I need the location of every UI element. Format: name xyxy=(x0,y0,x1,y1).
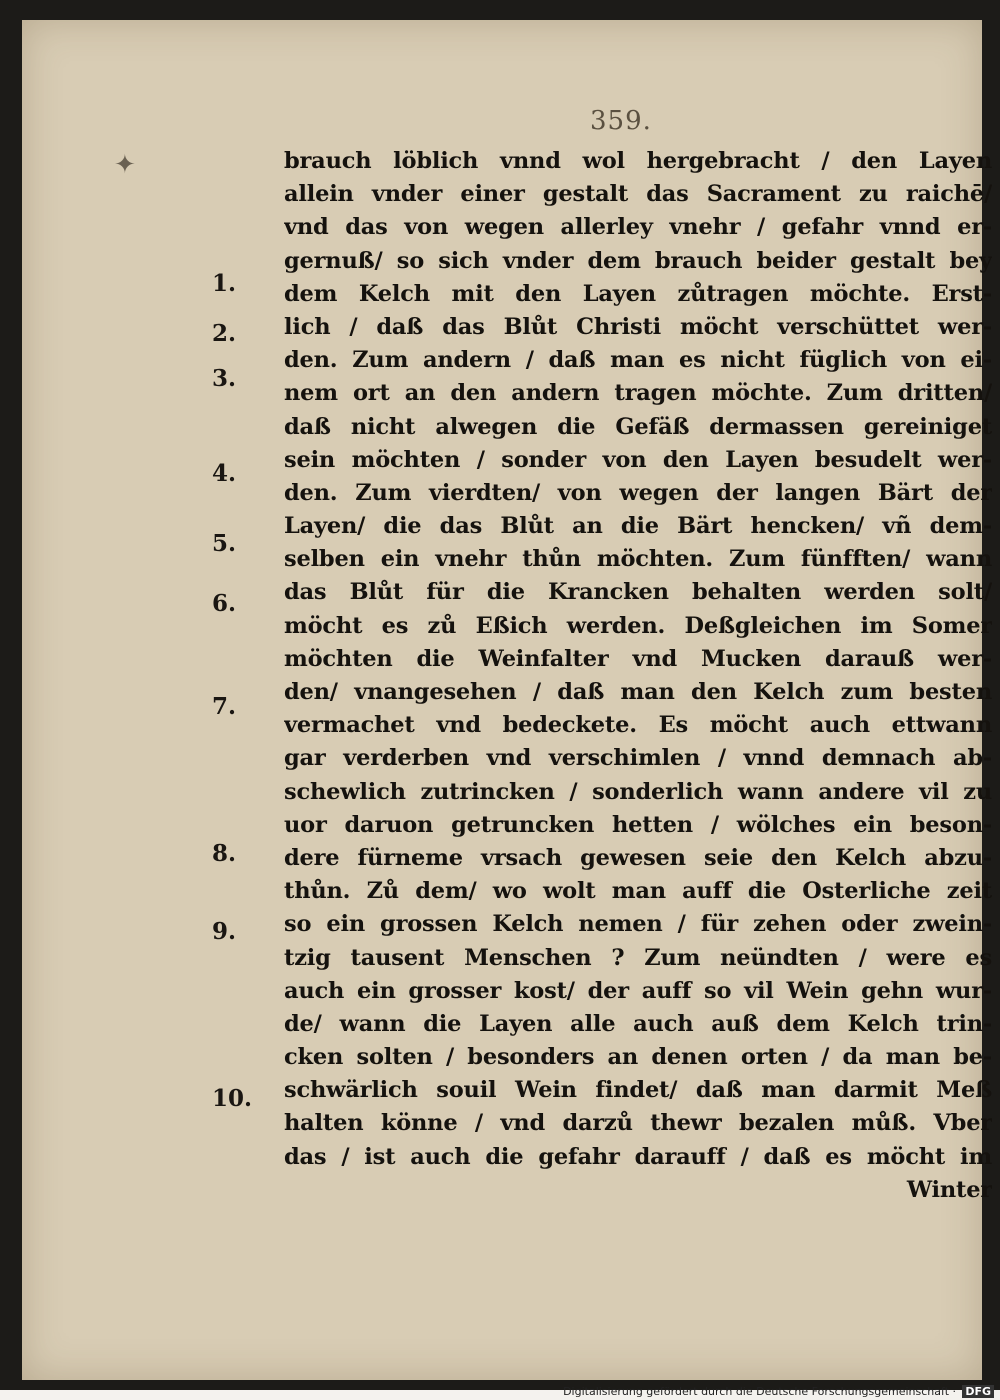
margin-line-number: 7. xyxy=(212,693,237,720)
margin-line-number: 3. xyxy=(212,365,237,392)
book-page xyxy=(22,20,992,1380)
margin-mark: ✦ xyxy=(114,150,136,180)
text-line: vnd das von wegen allerley vnehr / gefahr vnnd er- xyxy=(284,214,992,241)
margin-line-number: 2. xyxy=(212,320,237,347)
text-line: so ein grossen Kelch nemen / für zehen oder zwein- xyxy=(284,911,992,938)
text-line: dem Kelch mit den Layen zůtragen möchte. Erst- xyxy=(284,280,992,307)
text-block xyxy=(284,145,992,1207)
text-line: daß nicht alwegen die Gefäß dermassen gereiniget xyxy=(284,413,992,440)
text-line: den. Zum vierdten/ von wegen der langen Bärt der xyxy=(284,479,992,506)
text-line: vermachet vnd bedeckete. Es möcht auch ettwann xyxy=(284,712,992,739)
text-line: das / ist auch die gefahr darauff / daß es möcht im xyxy=(284,1143,992,1170)
text-line: de/ wann die Layen alle auch auß dem Kelch trin- xyxy=(284,1010,992,1037)
margin-line-number: 5. xyxy=(212,530,237,557)
text-line: uor daruon getruncken hetten / wölches ein beson- xyxy=(284,811,992,838)
margin-line-number: 8. xyxy=(212,840,237,867)
text-line: das Blůt für die Krancken behalten werden solt/ xyxy=(284,579,992,606)
text-line: schewlich zutrincken / sonderlich wann andere vil zu xyxy=(284,778,992,805)
text-line: halten könne / vnd darzů thewr bezalen můß. Vber xyxy=(284,1110,992,1137)
text-line: möchten die Weinfalter vnd Mucken darauß wer- xyxy=(284,645,992,672)
page-number: 359. xyxy=(590,106,652,136)
dfg-logo: DFG xyxy=(962,1385,994,1398)
text-line: den/ vnangesehen / daß man den Kelch zum besten xyxy=(284,679,992,705)
text-line: dere fürneme vrsach gewesen seie den Kelch abzu- xyxy=(284,844,992,871)
text-line: cken solten / besonders an denen orten / da man be- xyxy=(284,1044,992,1071)
text-line: allein vnder einer gestalt das Sacrament zu raichē/ xyxy=(284,181,992,208)
text-line: thůn. Zů dem/ wo wolt man auff die Osterliche zeit xyxy=(284,878,992,905)
margin-line-number: 4. xyxy=(212,460,237,487)
text-line: brauch löblich vnnd wol hergebracht / den Layen xyxy=(284,148,992,174)
text-line: Layen/ die das Blůt an die Bärt hencken/ vñ dem- xyxy=(284,513,992,540)
margin-line-number: 1. xyxy=(212,270,237,297)
text-line: nem ort an den andern tragen möchte. Zum dritten/ xyxy=(284,380,992,407)
catchword: Winter xyxy=(906,1176,992,1203)
margin-line-number: 6. xyxy=(212,590,237,617)
text-line: möcht es zů Eßich werden. Deßgleichen im Somer xyxy=(284,612,992,639)
text-line: selben ein vnehr thůn möchten. Zum fünfften/ wann xyxy=(284,546,992,573)
margin-line-number: 9. xyxy=(212,918,237,945)
text-line: sein möchten / sonder von den Layen besudelt wer- xyxy=(284,446,992,473)
text-line: auch ein grosser kost/ der auff so vil Wein gehn wur- xyxy=(284,977,992,1004)
text-line: lich / daß das Blůt Christi möcht verschüttet wer- xyxy=(284,313,992,340)
text-line: schwärlich souil Wein findet/ daß man darmit Meß xyxy=(284,1077,992,1104)
text-line: gar verderben vnd verschimlen / vnnd demnach ab- xyxy=(284,745,992,772)
footer-funding-note: Digitalisierung gefördert durch die Deutsche Forschungsgemeinschaft · xyxy=(563,1385,956,1398)
text-line: tzig tausent Menschen ? Zum neündten / were es xyxy=(284,944,992,971)
text-line: gernuß/ so sich vnder dem brauch beider gestalt bey xyxy=(284,247,992,274)
text-line: den. Zum andern / daß man es nicht füglich von ei- xyxy=(284,347,992,374)
margin-line-number: 10. xyxy=(212,1085,253,1112)
